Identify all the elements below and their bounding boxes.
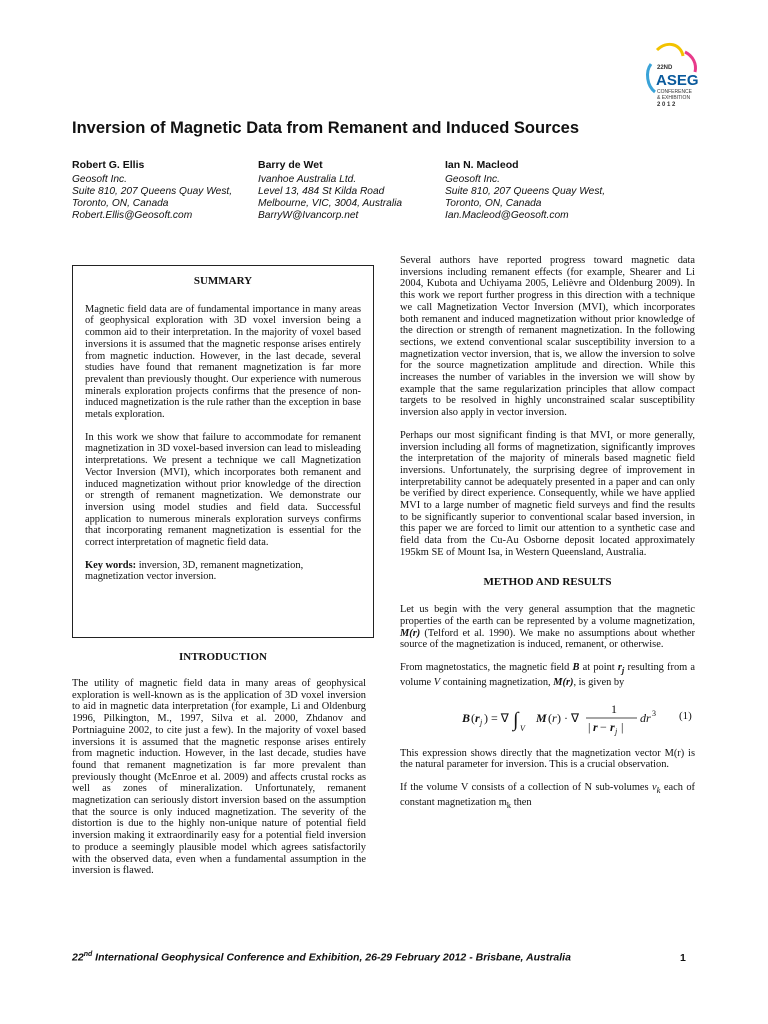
svg-text:(: (	[471, 710, 475, 725]
text-run: containing magnetization,	[440, 676, 554, 688]
math-symbol: m	[498, 796, 507, 808]
svg-text:dr: dr	[640, 710, 651, 725]
svg-text:B: B	[462, 710, 471, 725]
math-symbol: M(r)	[664, 747, 685, 759]
author-name: Ian N. Macleod	[445, 159, 519, 171]
svg-text:r: r	[552, 710, 557, 725]
svg-text:|: |	[621, 719, 624, 734]
math-symbol: M(r)	[553, 676, 574, 688]
author-block	[445, 159, 645, 222]
method-results-heading: METHOD AND RESULTS	[483, 575, 612, 588]
logo-aseg: ASEG	[656, 72, 699, 89]
author-address: Level 13, 484 St Kilda Road	[258, 186, 385, 197]
svg-text:3: 3	[652, 708, 656, 718]
text-run: then	[511, 796, 532, 808]
footer-ordinal-suffix: nd	[83, 951, 93, 958]
author-city: Toronto, ON, Canada	[445, 198, 542, 209]
introduction-heading: INTRODUCTION	[178, 651, 267, 663]
author-affiliation: Geosoft Inc.	[72, 174, 127, 185]
body-paragraph	[400, 604, 695, 651]
author-affiliation: Ivanhoe Australia Ltd.	[258, 174, 357, 185]
page-number: 1	[680, 952, 686, 964]
text-run: at point	[579, 662, 618, 674]
author-block	[72, 159, 272, 222]
equation-graphic	[400, 700, 695, 736]
paper-title: Inversion of Magnetic Data from Remanent and Induced Sources	[72, 119, 580, 137]
summary-heading: SUMMARY	[193, 275, 253, 287]
text-run: Let us begin with the very general assumption that the magnetic properties of the earth can be represented by a volume magnetization,	[400, 604, 695, 627]
svg-text:r: r	[475, 710, 480, 725]
math-symbol: M(r)	[400, 627, 421, 639]
keywords-text: inversion, 3D, remanent magnetization, magnetization vector inversion.	[85, 559, 304, 583]
summary-paragraph: Magnetic field data are of fundamental importance in many areas of geophysical exploration with 3D voxel inversion being a common aid to their interpretation. In the majority of voxel based inversions it is assumed that the magnetic response arises entirely from magnetic induction. However, in the last decade, several studies have found that remanent magnetization is far more prevalent than previously thought. Our experience with numerous minerals exploration projects confirms that the presence of non-induced magnetization is the rule rather than the exception in base metals exploration.	[85, 303, 361, 421]
logo-swirl-pink	[685, 52, 696, 72]
body-paragraph	[400, 748, 695, 771]
keywords-label: Key words:	[85, 559, 137, 571]
svg-text:r: r	[610, 719, 615, 734]
author-email[interactable]: Ian.Macleod@Geosoft.com	[445, 210, 569, 221]
logo-conference: CONFERENCE	[657, 89, 693, 95]
aseg-conference-logo	[637, 42, 705, 114]
summary-box	[72, 265, 374, 638]
math-symbol: r	[617, 662, 622, 674]
right-column	[400, 255, 695, 823]
svg-text:r: r	[593, 719, 598, 734]
svg-text:V: V	[520, 723, 525, 733]
summary-paragraph: In this work we show that failure to accommodate for remanent magnetization in 3D voxel-based inversion can lead to misleading interpretations. We present a technique we call Magnetization Vector Inversion (MVI), which incorporates both remanent and induced magnetization without prior knowledge of the direction or strength of remanent magnetization. We demonstrate our inversion using model studies and field data. Successful application to numerous minerals exploration surveys confirms that incorporating remanent magnetization is essential for the correct interpretation of magnetic field data.	[85, 431, 361, 549]
math-subscript: k	[506, 799, 512, 810]
svg-text:1: 1	[611, 701, 617, 716]
svg-text:j: j	[480, 717, 483, 727]
logo-year: 2 0 1 2	[657, 102, 676, 108]
body-paragraph: Several authors have reported progress toward magnetic data inversions including remanent effects (for example, Shearer and Li 2004, Kubota and Uchiyama 2005, Lelièvre and Oldenburg 2009). In this work we report further progress in this direction with a technique we call Magnetization Vector Inversion (MVI), which incorporates both remanent and induced magnetization without prior knowledge of the direction or strength of remanent magnetization. In the following sections, we extend conventional scalar susceptibility inversion to a magnetization vector inversion, that is, we allow the inversion to solve for the source magnetization amplitude and direction. While this increases the number of variables in the inversion we will show by example that the same regularization principles that allow compact targets to be resolved in highly unconstrained scalar susceptibility inversion also apply in vector inversion.	[400, 255, 695, 419]
author-address: Suite 810, 207 Queens Quay West,	[445, 186, 606, 197]
body-paragraph	[400, 782, 695, 812]
text-run: From magnetostatics, the magnetic field	[400, 662, 573, 674]
author-city: Melbourne, VIC, 3004, Australia	[258, 198, 403, 209]
author-email[interactable]: Robert.Ellis@Geosoft.com	[72, 210, 193, 221]
text-run: This expression shows directly that the magnetization vector	[400, 747, 665, 759]
math-symbol: V	[460, 781, 469, 793]
svg-text:) · ∇: ) · ∇	[557, 710, 580, 725]
author-address: Suite 810, 207 Queens Quay West,	[72, 186, 233, 197]
text-run: each of constant magnetization	[400, 781, 695, 808]
svg-text:|: |	[588, 719, 591, 734]
svg-text:j: j	[615, 726, 618, 736]
svg-text:−: −	[600, 719, 607, 734]
text-run: sub-volumes	[592, 781, 652, 793]
body-paragraph	[400, 662, 695, 688]
text-run: is the natural parameter for inversion. This is a crucial observation.	[400, 747, 695, 771]
math-symbol: V	[433, 676, 441, 688]
svg-text:M: M	[536, 710, 547, 725]
introduction-paragraph: The utility of magnetic field data in many areas of geophysical exploration is well-known as is the application of 3D voxel inversion to aid in magnetic data interpretation (for example, Li and Oldenburg 1996, Pilkington, M., 1997, Silva et al. 2000, Zhdanov and Portniaguine 2002, to cite just a few). In the majority of voxel based inversions it is assumed that the magnetic response arises entirely from magnetic induction. However, in the last decade, studies have found that remanent magnetization is far more prevalent than previously thought (McEnroe et al. 2009) and affects crustal rocks as well as zones of mineralization. Unfortunately, remanent magnetization can seriously distort inversion based on the assumption that the source is only induced magnetization. The severity of the distortion is due to the highly non-unique nature of potential field inversion making it extraordinarily easy for a potential field inversion to produce a seemingly plausible model which agrees satisfactorily with the observed data, even when a fundamental assumption in the inversion is flawed.	[72, 678, 366, 877]
author-city: Toronto, ON, Canada	[72, 198, 169, 209]
author-email[interactable]: BarryW@Ivancorp.net	[258, 210, 359, 221]
math-subscript: k	[656, 785, 661, 796]
svg-text:(: (	[548, 710, 552, 725]
author-block	[258, 159, 458, 222]
keywords	[85, 560, 361, 583]
text-run: If the volume	[400, 781, 461, 793]
text-run: , is given by	[573, 676, 625, 688]
logo-swirl-blue	[648, 64, 655, 92]
math-subscript: j	[621, 665, 625, 676]
author-name: Barry de Wet	[258, 159, 323, 171]
body-paragraph: Perhaps our most significant finding is that MVI, or more generally, inversion including all forms of magnetization, significantly improves the interpretation of the majority of minerals based magnetic field inversions. Unfortunately, the surprising degree of improvement in interpretability cannot be adequately presented in a paper and can only be verified by direct experience. Consequently, while we have applied MVI to a large number of magnetic field surveys and find the results to be significantly superior to conventional scalar based inversion, in this paper we are forced to limit our attention to a synthetic case and field data from the Cu-Au Osborne deposit located approximately 195km SE of Mount Isa, in Western Queensland, Australia.	[400, 429, 695, 558]
author-affiliation: Geosoft Inc.	[445, 174, 500, 185]
math-symbol: B	[572, 662, 580, 674]
logo-edition: 22ND	[657, 65, 673, 71]
logo-swirl-yellow	[657, 44, 683, 56]
math-symbol: v	[651, 781, 657, 793]
equation-number: (1)	[679, 709, 692, 722]
logo-exhibition: & EXHIBITION	[657, 95, 691, 101]
conference-footer	[72, 951, 692, 964]
equation-1	[400, 700, 695, 736]
text-run: (Telford et al. 1990). We make no assumptions about whether source of the magnetization is induced, remanent, or otherwise.	[400, 627, 695, 651]
text-run: resulting from a volume	[400, 662, 695, 688]
svg-text:∫: ∫	[513, 708, 519, 731]
footer-text: International Geophysical Conference and Exhibition, 26-29 February 2012 - Brisbane, Australia	[92, 951, 571, 964]
author-name: Robert G. Ellis	[72, 159, 145, 171]
math-symbol: N	[584, 781, 593, 793]
text-run: consists of a collection of	[468, 781, 585, 793]
footer-ordinal: 22	[72, 951, 84, 964]
svg-text:) = ∇: ) = ∇	[484, 710, 509, 725]
